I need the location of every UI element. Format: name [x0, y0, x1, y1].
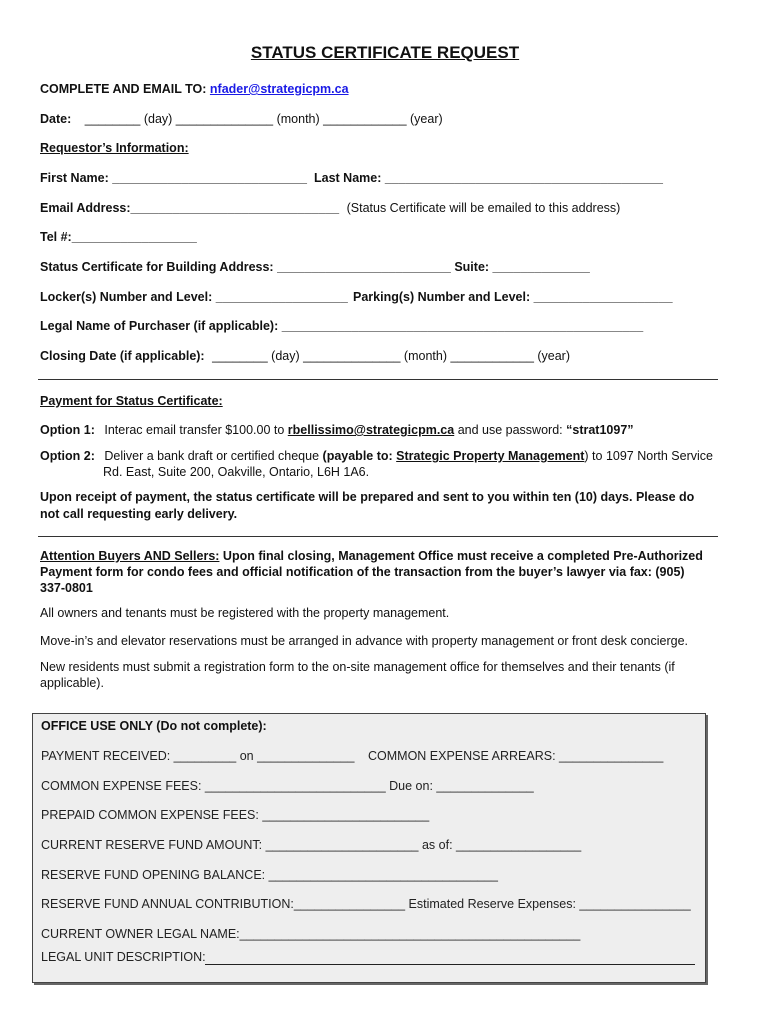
common-expense-fees-field: COMMON EXPENSE FEES: __________________________ Due on: ______________ [41, 779, 534, 793]
option-2-address: Rd. East, Suite 200, Oakville, Ontario, L6H 1A6. [103, 465, 370, 479]
complete-label: COMPLETE AND EMAIL TO: [40, 82, 207, 96]
payment-received-field: PAYMENT RECEIVED: _________ on ______________ [41, 749, 355, 763]
reserve-opening-balance-field: RESERVE FUND OPENING BALANCE: _________________________________ [41, 868, 499, 882]
option-1-line [40, 423, 634, 437]
owner-legal-name-field: CURRENT OWNER LEGAL NAME:_________________________________________________ [41, 927, 581, 941]
legal-unit-description-field [41, 950, 206, 964]
email-address-field: Email Address:______________________________ [40, 201, 340, 215]
reserve-annual-contribution-field: RESERVE FUND ANNUAL CONTRIBUTION:________________ Estimated Reserve Expenses: ________________ [41, 897, 691, 911]
locker-field: Locker(s) Number and Level: ___________________ [40, 290, 348, 304]
parking-field: Parking(s) Number and Level: ____________________ [353, 290, 673, 304]
option-2-text-tail: ) to 1097 North Service [584, 449, 713, 463]
option-2-label: Option 2: [40, 449, 95, 463]
closing-date-blanks: ________ (day) ______________ (month) ____________ (year) [212, 349, 571, 363]
new-residents-line-2: applicable). [40, 676, 104, 690]
office-use-heading: OFFICE USE ONLY (Do not complete): [41, 719, 267, 733]
attention-line-2: Payment form for condo fees and official notification of the transaction from the buyer’s lawyer via fax: (905) [40, 565, 685, 579]
attention-label: Attention Buyers AND Sellers: [40, 549, 220, 563]
option-2-line [40, 449, 713, 463]
option-2-text: Deliver a bank draft or certified cheque [104, 449, 320, 463]
new-residents-line-1: New residents must submit a registration form to the on-site management office for themselves and their tenants (if [40, 660, 675, 674]
divider [38, 536, 718, 537]
option-1-tail: and use password: [457, 423, 563, 437]
tel-field: Tel #:__________________ [40, 230, 197, 244]
page-title: STATUS CERTIFICATE REQUEST [250, 43, 520, 62]
last-name-field: Last Name: ________________________________________ [314, 171, 663, 185]
payable-to-label: (payable to: [322, 449, 393, 463]
payment-heading: Payment for Status Certificate: [40, 394, 223, 408]
option-1-text: Interac email transfer $100.00 to [104, 423, 285, 437]
receipt-notice-line-1: Upon receipt of payment, the status certificate will be prepared and sent to you within ten (10) days. Please do [40, 490, 695, 504]
closing-date-line [40, 349, 570, 363]
prepaid-fees-field: PREPAID COMMON EXPENSE FEES: ________________________ [41, 808, 430, 822]
common-expense-arrears-field: COMMON EXPENSE ARREARS: _______________ [368, 749, 664, 763]
move-in-notice: Move-in’s and elevator reservations must be arranged in advance with property management or front desk concierge. [40, 634, 689, 648]
payment-email: rbellissimo@strategicpm.ca [287, 423, 455, 437]
closing-date-label: Closing Date (if applicable): [40, 349, 205, 363]
divider [38, 379, 718, 380]
attention-line-1 [40, 549, 703, 563]
legal-unit-description-label: LEGAL UNIT DESCRIPTION: [41, 950, 206, 964]
option-1-label: Option 1: [40, 423, 95, 437]
first-name-field: First Name: ____________________________ [40, 171, 307, 185]
attention-text-1: Upon final closing, Management Office must receive a completed Pre-Authorized [222, 549, 703, 563]
unit-description-line [205, 964, 695, 965]
reserve-fund-amount-field: CURRENT RESERVE FUND AMOUNT: ______________________ as of: __________________ [41, 838, 582, 852]
email-address-line [40, 201, 620, 215]
receipt-notice-line-2: not call requesting early delivery. [40, 507, 238, 521]
building-address-field: Status Certificate for Building Address: _________________________ Suite: ______________ [40, 260, 590, 274]
registration-notice: All owners and tenants must be registered with the property management. [40, 606, 450, 620]
email-note: (Status Certificate will be emailed to this address) [346, 201, 621, 215]
attention-line-3: 337-0801 [40, 581, 93, 595]
date-label: Date: [40, 112, 72, 126]
contact-email-link[interactable]: nfader@strategicpm.ca [209, 82, 349, 96]
date-blanks: ________ (day) ______________ (month) ____________ (year) [84, 112, 443, 126]
date-line [40, 112, 443, 126]
office-use-box [32, 713, 706, 983]
payee-company: Strategic Property Management [396, 449, 585, 463]
requestor-heading: Requestor’s Information: [40, 141, 189, 155]
complete-and-email-line [40, 82, 349, 96]
password: “strat1097” [566, 423, 634, 437]
legal-name-field: Legal Name of Purchaser (if applicable): ____________________________________________________ [40, 319, 644, 333]
